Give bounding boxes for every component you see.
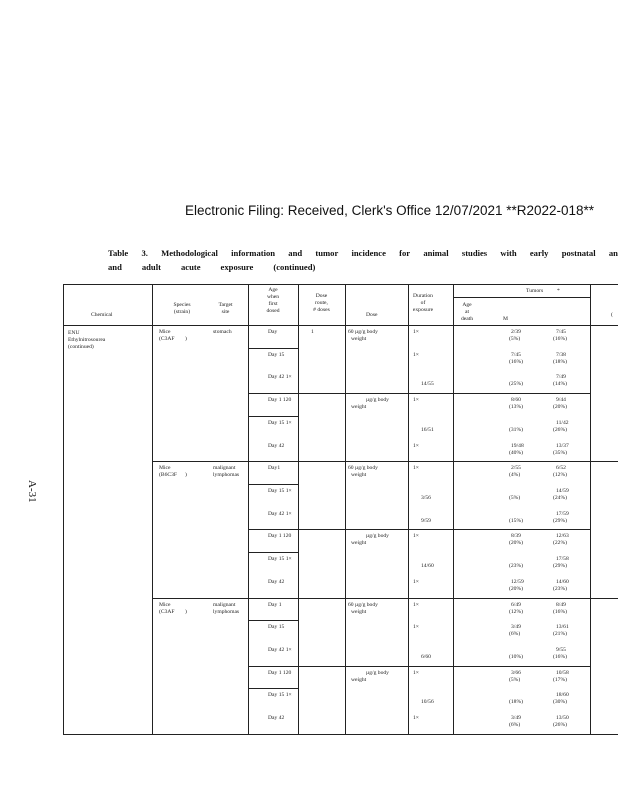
female-incidence: 6/52 (556, 465, 566, 472)
female-percent: (12%) (553, 472, 567, 479)
male-percent: (15%) (509, 517, 523, 524)
male-incidence: 19/48 (511, 442, 524, 449)
caption-word: exposure (220, 262, 254, 272)
male-percent: (16%) (509, 358, 523, 365)
age-row-divider (248, 688, 298, 689)
male-percent: (25%) (509, 381, 523, 388)
age-first-dosed: Day 15 (268, 351, 285, 358)
age-first-dosed: Day 42 1× (268, 510, 292, 517)
age-row-divider (248, 416, 298, 417)
page-number: A-31 (26, 480, 38, 503)
male-percent: (6%) (509, 631, 521, 638)
header-column-divider (345, 284, 346, 325)
female-percent: (23%) (553, 585, 567, 592)
caption-word: and (108, 262, 122, 272)
female-incidence: 14/60 (556, 578, 569, 585)
female-incidence: 10/58 (556, 669, 569, 676)
male-percent: (31%) (509, 426, 523, 433)
duration-value: 14/55 (421, 381, 434, 388)
species-strain: ) (185, 336, 187, 342)
age-first-dosed: Day1 (268, 465, 281, 472)
header-male: M (503, 316, 508, 322)
dose-unit: weight (351, 404, 367, 411)
female-percent: (18%) (553, 358, 567, 365)
caption-word: studies (461, 248, 488, 258)
duration-value: 1× (413, 715, 419, 722)
table-left-border (63, 284, 64, 734)
species-strain: Mice (159, 465, 171, 472)
header-target-site: Target site (218, 302, 233, 315)
age-row-divider (248, 348, 298, 349)
male-incidence: 3/66 (511, 669, 521, 676)
caption-word: information (231, 248, 276, 258)
caption-word: Methodological (161, 248, 218, 258)
caption-word: animal (423, 248, 449, 258)
male-percent: (40%) (509, 449, 523, 456)
chemical-abbr: ENU (68, 330, 80, 336)
female-percent: (21%) (553, 631, 567, 638)
male-percent: (5%) (509, 495, 521, 502)
species-strain: ) (185, 472, 187, 479)
female-percent: (26%) (553, 722, 567, 729)
header-chemical: Chemical (91, 312, 113, 318)
species-strain: (C3AF (159, 336, 175, 342)
body-column-divider (152, 325, 153, 734)
male-percent: (23%) (509, 563, 523, 570)
chemical-continued: (continued) (68, 344, 94, 350)
female-percent: (16%) (553, 608, 567, 615)
male-percent: (20%) (509, 585, 523, 592)
duration-value: 16/51 (421, 426, 434, 433)
caption-word: incidence (351, 248, 386, 258)
caption-word: tumor (315, 248, 339, 258)
caption-line-1 (108, 246, 618, 260)
duration-value: 1× (413, 465, 419, 472)
female-percent: (29%) (553, 517, 567, 524)
caption-word: for (399, 248, 411, 258)
female-percent: (35%) (553, 449, 567, 456)
caption-word: adult (141, 262, 161, 272)
target-site: malignant (213, 465, 236, 472)
female-percent: (22%) (553, 540, 567, 547)
male-incidence: 3/49 (511, 624, 521, 631)
age-row-divider (248, 484, 298, 485)
female-incidence: 7/49 (556, 374, 566, 381)
male-percent: (12%) (509, 608, 523, 615)
male-incidence: 8/39 (511, 533, 521, 540)
age-first-dosed: Day 1 (268, 601, 282, 608)
table-bottom-border (63, 734, 618, 735)
species-strain: (B6C3F (159, 472, 178, 479)
age-first-dosed: Day 1 120 (268, 669, 292, 676)
dose-amount: 60 µg/g body (348, 601, 378, 608)
dose-divider (248, 666, 590, 667)
age-row-divider (248, 620, 298, 621)
tumors-subheader-line (453, 297, 590, 298)
female-incidence: 17/58 (556, 556, 569, 563)
group-divider (152, 598, 618, 599)
duration-value: 1× (413, 397, 419, 404)
female-percent: (14%) (553, 381, 567, 388)
female-percent: (24%) (553, 495, 567, 502)
electronic-filing-banner: Electronic Filing: Received, Clerk's Office 12/07/2021 **R2022-018** (185, 203, 595, 218)
caption-word: acute (180, 262, 201, 272)
male-percent: (4%) (509, 472, 521, 479)
caption-word: (continued) (273, 262, 316, 272)
duration-value: 1× (413, 624, 419, 631)
male-percent: (5%) (509, 676, 521, 683)
species-strain: (C3AF (159, 608, 175, 615)
female-incidence: 12/63 (556, 533, 569, 540)
header-dose-route: Dose route, # doses (313, 293, 330, 313)
duration-value: 10/56 (421, 699, 434, 706)
age-first-dosed: Day 15 1× (268, 488, 292, 495)
duration-value: 1× (413, 533, 419, 540)
age-first-dosed: Day (268, 329, 278, 335)
dose-amount: 60 µg/g body (348, 329, 378, 335)
chemical-name: Ethylnitrosourea (68, 337, 106, 343)
duration-value: 9/59 (421, 517, 431, 524)
species-strain: Mice (159, 329, 171, 335)
caption-word: Table (108, 248, 129, 258)
female-percent: (16%) (553, 654, 567, 661)
duration-value: 1× (413, 329, 419, 335)
age-first-dosed: Day 15 1× (268, 556, 292, 563)
body-column-divider (590, 325, 591, 734)
duration-value: 3/56 (421, 495, 431, 502)
target-site: lymphomas (213, 472, 240, 479)
target-site: stomach (213, 329, 232, 335)
female-incidence: 11/42 (556, 419, 569, 426)
age-first-dosed: Day 42 1× (268, 647, 292, 654)
header-age-first-dosed: Age when first dosed (266, 287, 280, 314)
header-age-at-death: Age at death (460, 302, 474, 322)
species-strain: ) (185, 608, 187, 615)
header-dose: Dose (366, 312, 378, 318)
male-percent: (18%) (509, 699, 523, 706)
male-incidence: 2/55 (511, 465, 521, 472)
header-species: Species (strain) (173, 302, 191, 315)
age-first-dosed: Day 15 1× (268, 419, 292, 426)
male-percent: (5%) (509, 336, 521, 342)
male-incidence: 2/39 (511, 329, 521, 335)
duration-value: 1× (413, 442, 419, 449)
caption-word: postnatal (561, 248, 596, 258)
female-percent: (16%) (553, 336, 567, 342)
female-incidence: 9/55 (556, 647, 566, 654)
caption-word: with (500, 248, 517, 258)
table-top-border (63, 284, 618, 285)
female-incidence: 13/50 (556, 715, 569, 722)
header-tumors-mark: * (557, 288, 560, 294)
female-incidence: 17/59 (556, 510, 569, 517)
caption-word: an (608, 248, 618, 258)
caption-word: 3. (141, 248, 148, 258)
methodology-table (63, 284, 618, 734)
header-column-divider (590, 284, 591, 325)
dose-unit: weight (351, 608, 367, 615)
header-bottom-border (63, 325, 618, 326)
age-first-dosed: Day 1 120 (268, 533, 292, 540)
age-first-dosed: Day 42 1× (268, 374, 292, 381)
dose-divider (248, 393, 590, 394)
dose-amount: µg/g body (366, 669, 389, 676)
duration-value: 1× (413, 578, 419, 585)
group-divider (152, 461, 618, 462)
dose-unit: weight (351, 472, 367, 479)
female-incidence: 13/61 (556, 624, 569, 631)
header-cut: ( (611, 312, 613, 318)
male-incidence: 8/60 (511, 397, 521, 404)
female-incidence: 7/45 (556, 329, 566, 335)
female-percent: (17%) (553, 676, 567, 683)
age-first-dosed: Day 42 (268, 715, 285, 722)
female-percent: (20%) (553, 404, 567, 411)
female-incidence: 13/37 (556, 442, 569, 449)
female-incidence: 8/49 (556, 601, 566, 608)
male-incidence: 3/49 (511, 715, 521, 722)
dose-divider (248, 529, 590, 530)
male-percent: (10%) (509, 654, 523, 661)
age-row-divider (248, 552, 298, 553)
caption-word: and (288, 248, 303, 258)
header-tumors: Tumors (526, 288, 544, 294)
age-first-dosed: Day 42 (268, 578, 285, 585)
age-first-dosed: Day 42 (268, 442, 285, 449)
duration-value: 6/60 (421, 654, 431, 661)
target-site: lymphomas (213, 608, 240, 615)
duration-value: 1× (413, 601, 419, 608)
dose-amount: µg/g body (366, 397, 389, 404)
female-incidence: 7/38 (556, 351, 566, 358)
age-first-dosed: Day 15 1× (268, 692, 292, 699)
female-percent: (26%) (553, 426, 567, 433)
caption-line-2 (108, 260, 618, 274)
female-incidence: 14/59 (556, 488, 569, 495)
dose-route-count: 1 (311, 329, 314, 335)
table-caption (108, 246, 618, 274)
male-incidence: 7/45 (511, 351, 521, 358)
dose-unit: weight (351, 676, 367, 683)
female-incidence: 18/60 (556, 692, 569, 699)
female-percent: (29%) (553, 563, 567, 570)
dose-amount: µg/g body (366, 533, 389, 540)
duration-value: 1× (413, 351, 419, 358)
dose-amount: 60 µg/g body (348, 465, 378, 472)
age-first-dosed: Day 1 120 (268, 397, 292, 404)
male-incidence: 6/49 (511, 601, 521, 608)
male-incidence: 12/59 (511, 578, 524, 585)
species-strain: Mice (159, 601, 171, 608)
male-percent: (13%) (509, 404, 523, 411)
male-percent: (6%) (509, 722, 521, 729)
duration-value: 14/60 (421, 563, 434, 570)
dose-unit: weight (351, 336, 367, 342)
header-duration: Duration of exposure (412, 293, 434, 313)
male-percent: (20%) (509, 540, 523, 547)
duration-value: 1× (413, 669, 419, 676)
caption-word: early (529, 248, 549, 258)
female-percent: (30%) (553, 699, 567, 706)
target-site: malignant (213, 601, 236, 608)
female-incidence: 9/44 (556, 397, 566, 404)
dose-unit: weight (351, 540, 367, 547)
age-first-dosed: Day 15 (268, 624, 285, 631)
